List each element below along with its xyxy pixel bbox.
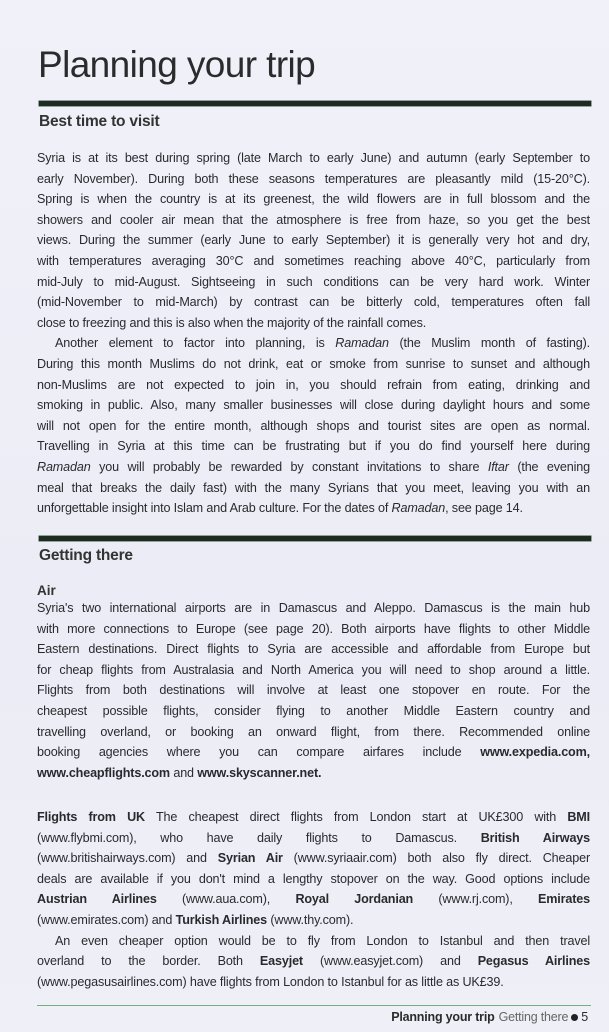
bold-text: BMI xyxy=(567,810,590,824)
text-run: Flights from both destinations will involve at least one stopover en route. For the xyxy=(37,683,590,698)
text-run: (www.easyjet.com) and xyxy=(302,954,478,969)
text-line xyxy=(37,869,590,890)
bold-text: Austrian Airlines xyxy=(37,892,157,907)
text-line xyxy=(37,807,590,828)
text-run: booking agencies where you can compare airfares include xyxy=(37,745,481,760)
text-line xyxy=(37,910,590,931)
heading-air: Air xyxy=(37,583,56,598)
text-line xyxy=(37,828,590,849)
text-line xyxy=(37,660,590,681)
bullet-icon xyxy=(571,1014,578,1021)
text-run: Spring is when the country is at its greenest, the wild flowers are in full blossom and the xyxy=(37,192,590,207)
text-run: (www.thy.com). xyxy=(267,912,354,927)
text-line xyxy=(37,889,590,910)
text-run: (the Muslim month of fasting). xyxy=(388,336,590,351)
bold-text: British Airways xyxy=(480,830,591,845)
text-line xyxy=(37,210,590,231)
text-line xyxy=(37,972,590,993)
footer-rule xyxy=(37,1005,591,1006)
text-run: (www.rj.com), xyxy=(413,892,538,907)
bold-text: Pegasus Airlines xyxy=(477,954,590,969)
text-line xyxy=(37,931,590,952)
text-line xyxy=(37,169,590,190)
italic-text: Iftar xyxy=(487,459,509,474)
text-run: (www.syriaair.com) both also fly direct. Cheaper xyxy=(282,851,590,866)
italic-text: Ramadan xyxy=(335,336,389,351)
text-line xyxy=(37,251,590,272)
text-run: (www.pegasusairlines.com) have flights from London to Istanbul for as little as UK£39. xyxy=(37,974,504,989)
text-line xyxy=(37,375,590,396)
text-line xyxy=(37,457,590,478)
text-line xyxy=(37,272,590,293)
text-line xyxy=(37,478,590,499)
heading-best-time: Best time to visit xyxy=(39,113,160,130)
section-rule xyxy=(39,536,591,541)
text-run: views. During the summer (early June to early September) it is generally very hot and dry, xyxy=(37,233,590,248)
text-run: (the evening xyxy=(508,459,590,474)
text-line xyxy=(37,763,590,784)
bold-text: Emirates xyxy=(537,892,590,907)
text-run: will not open for the entire month, although shops and tourist sites are open as normal. xyxy=(37,418,590,433)
heading-getting-there: Getting there xyxy=(39,547,133,564)
text-line xyxy=(37,722,590,743)
text-run: unforgettable insight into Islam and Arab culture. For the dates of xyxy=(37,501,392,516)
text-run: (www.aua.com), xyxy=(156,892,296,907)
text-run: and xyxy=(170,765,198,780)
text-line xyxy=(37,639,590,660)
bold-text: Flights from UK xyxy=(37,810,145,824)
text-line xyxy=(37,292,590,313)
page-number: 5 xyxy=(581,1010,588,1024)
flights-from-uk-text xyxy=(37,807,590,992)
footer-subsection: Getting there xyxy=(498,1010,569,1024)
bold-text: Royal Jordanian xyxy=(295,892,414,907)
bold-text: Syrian Air xyxy=(217,851,283,866)
text-run: cheapest possible flights, consider flying to another Middle Eastern country and xyxy=(37,703,590,718)
text-run: The cheapest direct flights from London start at UK£300 with xyxy=(144,810,568,824)
page-title: Planning your trip xyxy=(38,44,316,85)
best-time-text xyxy=(37,148,590,519)
text-line xyxy=(37,701,590,722)
text-run: Eastern destinations. Direct flights to Syria are accessible and affordable from Europe but xyxy=(37,642,590,657)
text-run: with temperatures averaging 30°C and sometimes reaching above 40°C, particularly from xyxy=(37,253,590,268)
text-run: Another element to factor into planning, is xyxy=(55,336,336,351)
text-line xyxy=(37,189,590,210)
text-run: early November). During both these seasons temperatures are pleasantly mild (15-20°C). xyxy=(37,171,590,186)
text-run: showers and cooler air mean that the atmosphere is free from haze, so you get the best xyxy=(37,212,590,227)
italic-text: Ramadan xyxy=(37,459,91,474)
bold-text: www.skyscanner.net. xyxy=(197,765,322,780)
text-run: with more connections to Europe (see page 20). Both airports have flights to other Middle xyxy=(37,621,590,636)
text-line xyxy=(37,395,590,416)
text-line xyxy=(37,230,590,251)
text-run: for cheap flights from Australasia and North America you will need to shop around a little. xyxy=(37,662,590,677)
footer-section: Planning your trip xyxy=(391,1010,495,1024)
text-run: Travelling in Syria at this time can be frustrating but if you do find yourself here during xyxy=(37,439,590,454)
bold-text: Turkish Airlines xyxy=(175,912,268,927)
text-run: deals are available if you don't mind a lengthy stopover on the way. Good options include xyxy=(37,871,590,886)
text-line xyxy=(37,436,590,457)
text-line xyxy=(37,313,590,334)
text-run: travelling overland, or booking an onward flight, from there. Recommended online xyxy=(37,724,590,739)
running-footer xyxy=(391,1010,588,1024)
text-run: non-Muslims are not expected to join in, you should refrain from eating, drinking and xyxy=(37,377,590,392)
section-rule xyxy=(39,101,591,106)
text-line xyxy=(37,848,590,869)
bold-text: Easyjet xyxy=(259,954,303,969)
text-line xyxy=(37,148,590,169)
text-run: (www.britishairways.com) and xyxy=(37,851,218,866)
text-line xyxy=(37,598,590,619)
text-line xyxy=(37,354,590,375)
text-line xyxy=(37,416,590,437)
air-text xyxy=(37,598,590,783)
italic-text: Ramadan xyxy=(391,501,446,516)
text-run: (www.emirates.com) and xyxy=(37,912,176,927)
bold-text: www.expedia.com, xyxy=(480,745,590,760)
text-run: (www.flybmi.com), who have daily flights to Damascus. xyxy=(37,830,481,845)
text-run: (mid-November to mid-March) by contrast can be bitterly cold, temperatures often fall xyxy=(37,295,590,310)
text-run: Syria is at its best during spring (late March to early June) and autumn (early September to xyxy=(37,151,590,165)
text-run: , see page 14. xyxy=(445,501,523,516)
text-line xyxy=(37,333,590,354)
text-run: An even cheaper option would be to fly from London to Istanbul and then travel xyxy=(55,933,590,948)
text-run: meal that breaks the daily fast) with the many Syrians that you meet, leaving you with an xyxy=(37,480,590,495)
text-run: you will probably be rewarded by constant invitations to share xyxy=(90,459,488,474)
text-line xyxy=(37,619,590,640)
text-run: During this month Muslims do not drink, eat or smoke from sunrise to sunset and although xyxy=(37,356,590,371)
text-run: overland to the border. Both xyxy=(37,954,260,969)
text-line xyxy=(37,951,590,972)
text-line xyxy=(37,498,590,519)
text-run: Syria's two international airports are in Damascus and Aleppo. Damascus is the main hub xyxy=(37,601,590,615)
text-run: close to freezing and this is also when the majority of the rainfall comes. xyxy=(37,315,427,330)
bold-text: www.cheapflights.com xyxy=(37,765,170,780)
text-run: mid-July to mid-August. Sightseeing in such conditions can be very hard work. Winter xyxy=(37,274,590,289)
text-run: smoking in public. Also, many smaller businesses will close during daylight hours and some xyxy=(37,398,590,413)
text-line xyxy=(37,680,590,701)
text-line xyxy=(37,742,590,763)
